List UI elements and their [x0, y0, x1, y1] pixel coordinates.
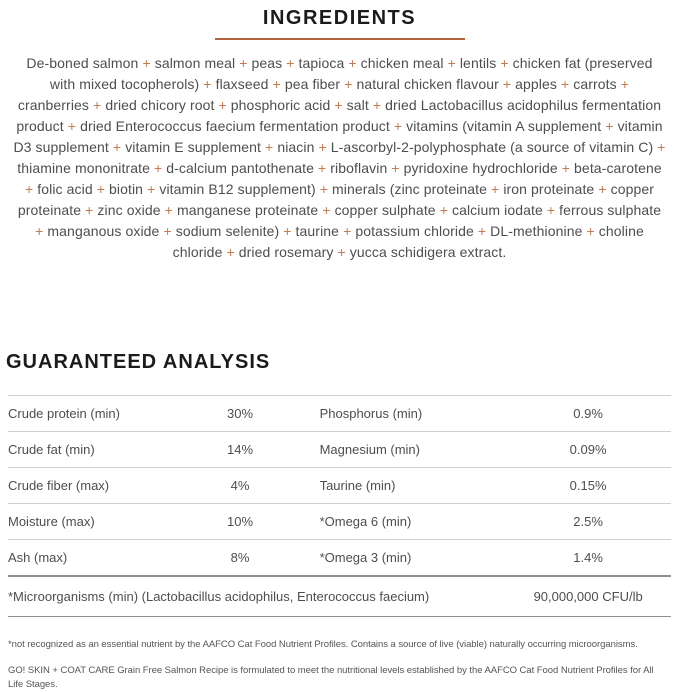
plus-separator: +: [318, 139, 327, 155]
ingredient-item: vitamins (vitamin A supplement: [406, 118, 602, 134]
plus-separator: +: [265, 139, 274, 155]
ingredient-item: cranberries: [17, 97, 90, 113]
ingredient-item: tapioca: [298, 55, 345, 71]
plus-separator: +: [218, 97, 227, 113]
nutrient-name: Taurine (min): [319, 478, 396, 493]
ingredient-item: pea fiber: [284, 76, 341, 92]
plus-separator: +: [318, 160, 327, 176]
nutrient-value: 14%: [227, 442, 254, 457]
plus-separator: +: [348, 55, 357, 71]
plus-separator: +: [447, 55, 456, 71]
analysis-row: [8, 396, 671, 432]
plus-separator: +: [500, 55, 509, 71]
nutrient-name: Crude protein (min): [8, 406, 120, 421]
ingredient-item: vitamin E supplement: [125, 139, 262, 155]
ingredient-item: chicken meal: [360, 55, 444, 71]
plus-separator: +: [477, 223, 487, 239]
plus-separator: +: [439, 202, 448, 218]
plus-separator: +: [605, 118, 614, 134]
guaranteed-analysis-title: GUARANTEED ANALYSIS: [6, 351, 271, 373]
ingredient-item: copper proteinate: [17, 181, 655, 218]
ingredient-item: dried Enterococcus faecium fermentation product: [80, 118, 390, 134]
plus-separator: +: [96, 181, 105, 197]
nutrient-name: Crude fat (min): [8, 442, 95, 457]
nutrient-name: *Omega 6 (min): [319, 514, 412, 529]
ingredient-item: vitamin B12 supplement): [159, 181, 316, 197]
ingredient-item: dried rosemary: [238, 244, 334, 260]
ingredient-item: iron proteinate: [503, 181, 595, 197]
nutrient-value: 10%: [227, 514, 254, 529]
footnote-formulation-statement: GO! SKIN + COAT CARE Grain Free Salmon Recipe is formulated to meet the nutritional levels established by the AAFCO Cat Food Nutrient Profiles for All Life Stages.: [8, 665, 654, 690]
plus-separator: +: [239, 55, 248, 71]
analysis-row: [8, 468, 671, 504]
ingredient-item: niacin: [277, 139, 315, 155]
ingredients-title: INGREDIENTS: [262, 7, 417, 29]
plus-separator: +: [491, 181, 500, 197]
plus-separator: +: [561, 160, 571, 176]
ingredient-item: beta-carotene: [574, 160, 662, 176]
nutrient-value: 8%: [230, 550, 250, 565]
nutrient-value: 0.9%: [573, 406, 603, 421]
ingredient-item: biotin: [109, 181, 144, 197]
ingredient-item: thiamine mononitrate: [17, 160, 150, 176]
ingredient-item: d-calcium pantothenate: [166, 160, 315, 176]
plus-separator: +: [272, 76, 281, 92]
analysis-row: [8, 540, 671, 575]
plus-separator: +: [598, 181, 607, 197]
ingredient-item: copper sulphate: [334, 202, 436, 218]
analysis-rows: [8, 396, 671, 575]
ingredient-item: flaxseed: [215, 76, 269, 92]
title-underline: [215, 38, 465, 40]
ingredient-item: yucca schidigera extract.: [349, 244, 507, 260]
nutrient-value: 4%: [230, 478, 250, 493]
plus-separator: +: [322, 202, 331, 218]
ingredient-item: calcium iodate: [451, 202, 543, 218]
plus-separator: +: [337, 244, 346, 260]
plus-separator: +: [586, 223, 595, 239]
plus-separator: +: [502, 76, 512, 92]
nutrient-name: Ash (max): [8, 550, 68, 565]
ingredient-item: manganous oxide: [47, 223, 160, 239]
ingredient-item: phosphoric acid: [230, 97, 331, 113]
plus-separator: +: [142, 55, 151, 71]
plus-separator: +: [334, 97, 343, 113]
ingredient-item: dried chicory root: [105, 97, 215, 113]
plus-separator: +: [546, 202, 556, 218]
ingredient-item: natural chicken flavour: [356, 76, 499, 92]
plus-separator: +: [24, 181, 34, 197]
plus-separator: +: [163, 223, 172, 239]
ingredient-item: peas: [251, 55, 283, 71]
plus-separator: +: [286, 55, 295, 71]
nutrient-name: Crude fiber (max): [8, 478, 110, 493]
plus-separator: +: [561, 76, 570, 92]
plus-separator: +: [620, 76, 630, 92]
analysis-row: [8, 432, 671, 468]
ingredient-item: lentils: [459, 55, 497, 71]
plus-separator: +: [153, 160, 163, 176]
ingredient-item: potassium chloride: [355, 223, 474, 239]
nutrient-value: 1.4%: [573, 550, 603, 565]
nutrient-name: Magnesium (min): [319, 442, 420, 457]
plus-separator: +: [93, 97, 102, 113]
ingredient-item: DL-methionine: [490, 223, 583, 239]
guaranteed-analysis-table: [8, 395, 671, 617]
ingredient-item: L-ascorbyl-2-polyphosphate (a source of vitamin C): [330, 139, 654, 155]
ingredient-item: salt: [346, 97, 369, 113]
plus-separator: +: [319, 181, 329, 197]
plus-separator: +: [283, 223, 292, 239]
plus-separator: +: [657, 139, 666, 155]
guaranteed-analysis-section: [8, 351, 671, 692]
ingredient-item: dried Lactobacillus acidophilus fermentation product: [16, 97, 662, 134]
nutrient-name: Phosphorus (min): [319, 406, 423, 421]
plus-separator: +: [85, 202, 94, 218]
ingredient-item: vitamin D3 supplement: [13, 118, 663, 155]
ingredient-item: chicken fat (preserved with mixed tocopherols): [49, 55, 653, 92]
plus-separator: +: [372, 97, 382, 113]
plus-separator: +: [393, 118, 403, 134]
analysis-row: [8, 504, 671, 540]
microorganisms-label: *Microorganisms (min) (Lactobacillus acidophilus, Enterococcus faecium): [8, 589, 430, 604]
ingredient-item: minerals (zinc proteinate: [332, 181, 488, 197]
ingredient-item: riboflavin: [330, 160, 388, 176]
ingredient-item: De-boned salmon: [26, 55, 139, 71]
ingredient-item: taurine: [295, 223, 340, 239]
nutrient-value: 30%: [227, 406, 254, 421]
nutrient-name: Moisture (max): [8, 514, 95, 529]
plus-separator: +: [67, 118, 77, 134]
plus-separator: +: [343, 223, 352, 239]
ingredient-item: carrots: [573, 76, 617, 92]
ingredient-item: choline chloride: [172, 223, 644, 260]
ingredient-item: manganese proteinate: [176, 202, 319, 218]
plus-separator: +: [35, 223, 44, 239]
plus-separator: +: [391, 160, 400, 176]
ingredient-item: zinc oxide: [97, 202, 161, 218]
plus-separator: +: [164, 202, 173, 218]
nutrient-value: 0.09%: [569, 442, 607, 457]
footnote-aafco-nutrient: *not recognized as an essential nutrient by the AAFCO Cat Food Nutrient Profiles. Contains a source of live (viable) naturally occurring microorganisms.: [8, 639, 638, 650]
ingredient-item: folic acid: [37, 181, 93, 197]
ingredient-item: pyridoxine hydrochloride: [403, 160, 558, 176]
microorganisms-value: 90,000,000 CFU/lb: [533, 589, 643, 604]
plus-separator: +: [112, 139, 122, 155]
nutrient-value: 0.15%: [569, 478, 607, 493]
plus-separator: +: [147, 181, 156, 197]
nutrient-name: *Omega 3 (min): [319, 550, 412, 565]
ingredient-item: sodium selenite): [175, 223, 280, 239]
plus-separator: +: [226, 244, 235, 260]
ingredients-section: [0, 0, 679, 263]
nutrient-value: 2.5%: [573, 514, 603, 529]
plus-separator: +: [203, 76, 212, 92]
ingredient-item: ferrous sulphate: [559, 202, 662, 218]
plus-separator: +: [344, 76, 353, 92]
microorganisms-row: [8, 575, 671, 617]
ingredients-text: [13, 53, 666, 263]
ingredient-item: apples: [515, 76, 557, 92]
ingredient-item: salmon meal: [154, 55, 236, 71]
